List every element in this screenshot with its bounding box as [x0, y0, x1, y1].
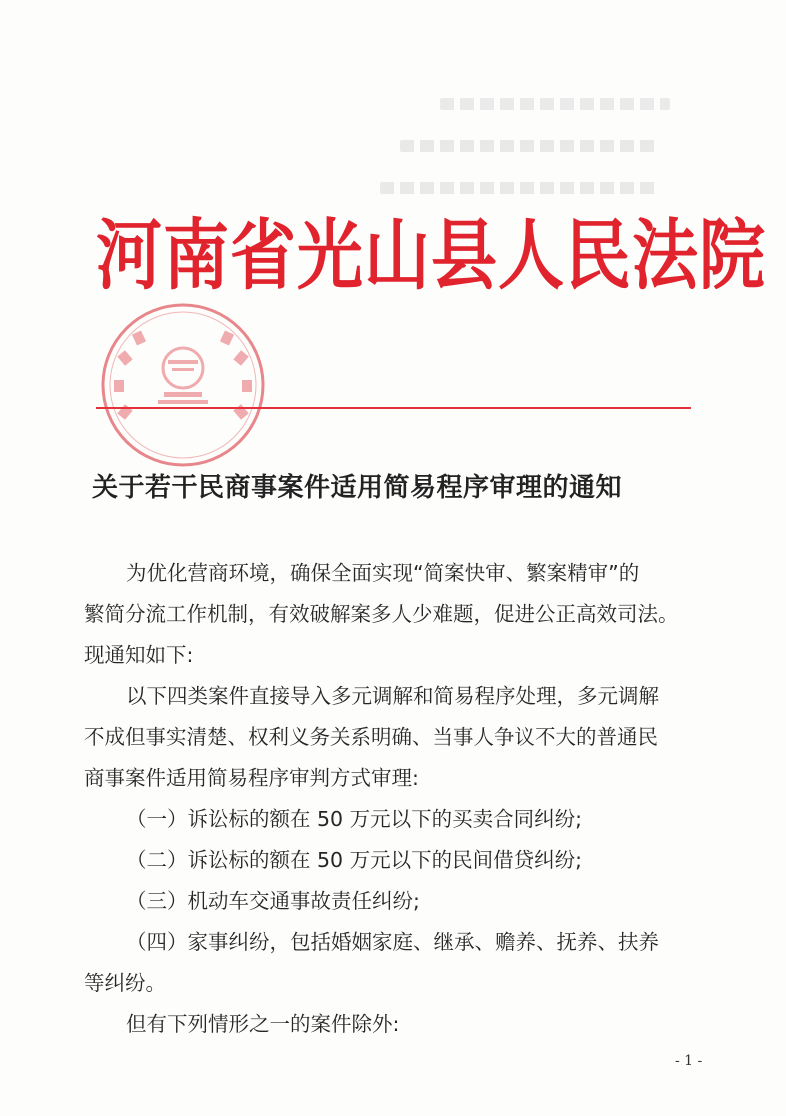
body-line: 但有下列情形之一的案件除外: [126, 1012, 400, 1036]
body-line: 等纠纷。 [84, 971, 166, 995]
body-line: 繁简分流工作机制，有效破解案多人少难题，促进公正高效司法。 [84, 602, 679, 626]
body-line: 为优化营商环境，确保全面实现“简案快审、繁案精审”的 [126, 561, 640, 585]
body-line: 现通知如下: [84, 643, 194, 667]
body-line: 不成但事实清楚、权利义务关系明确、当事人争议不大的普通民 [84, 725, 658, 749]
court-seal-icon [98, 300, 268, 470]
document-body [84, 553, 704, 1045]
list-item: （四）家事纠纷，包括婚姻家庭、继承、赡养、抚养、扶养 [126, 930, 659, 954]
red-divider-rule [96, 407, 691, 409]
body-line: 以下四类案件直接导入多元调解和简易程序处理，多元调解 [126, 684, 659, 708]
list-item: （二）诉讼标的额在 50 万元以下的民间借贷纠纷; [126, 848, 583, 872]
list-item: （三）机动车交通事故责任纠纷; [126, 889, 420, 913]
body-line: 商事案件适用简易程序审判方式审理: [84, 766, 419, 790]
page-number: - 1 - [675, 1053, 703, 1069]
document-title: 关于若干民商事案件适用简易程序审理的通知 [92, 473, 623, 503]
issuing-organization: 河南省光山县人民法院 [96, 209, 766, 301]
list-item: （一）诉讼标的额在 50 万元以下的买卖合同纠纷; [126, 807, 583, 831]
